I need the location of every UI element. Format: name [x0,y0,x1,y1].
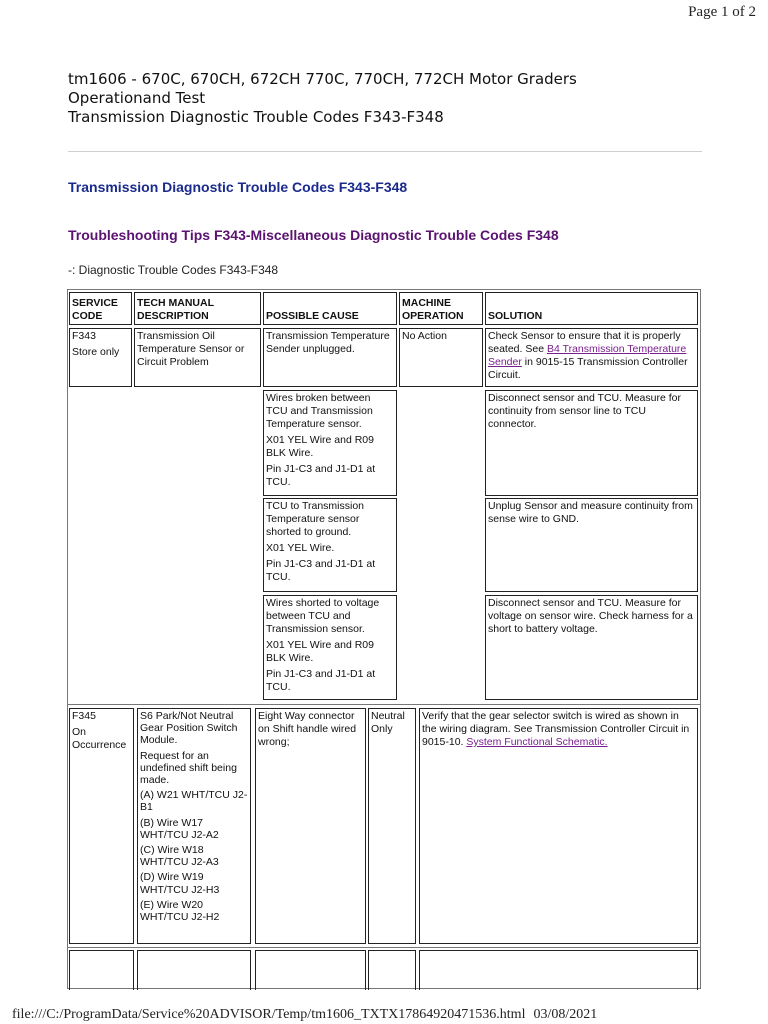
title-line-1: tm1606 - 670C, 670CH, 672CH 770C, 770CH, 772CH Motor Graders [68,70,577,88]
page-number: Page 1 of 2 [688,4,756,20]
f343-service-code: F343 Store only [69,328,132,387]
table-caption: -: Diagnostic Trouble Codes F343-F348 [68,263,279,277]
f343-solution-2: Disconnect sensor and TCU. Measure for continuity from sensor line to TCU connector. [485,390,698,496]
document-title [68,70,728,127]
section-heading: Transmission Diagnostic Trouble Codes F343-F348 [68,179,408,195]
f343-solution-4: Disconnect sensor and TCU. Measure for voltage on sensor wire. Check harness for a short to battery voltage. [485,595,698,700]
next-row-cause [255,950,366,990]
f345-description: S6 Park/Not Neutral Gear Position Switch Module. Request for an undefined shift being made. (A) W21 WHT/TCU J2-B1 (B) Wire W17 WHT/TCU J2-A2 (C) Wire W18 WHT/TCU J2-A3 (D) Wire W19 WHT/TCU J2-H3 (E) Wire W20 WHT/TCU J2-H2 [137,708,251,944]
link-b4-temperature-sender[interactable]: B4 Transmission Temperature Sender [488,343,687,368]
divider [68,151,702,152]
footer-file-path: file:///C:/ProgramData/Service%20ADVISOR/Temp/tm1606_TXTX17864920471536.html [12,1007,526,1022]
f345-solution: Verify that the gear selector switch is wired as shown in the wiring diagram. See Transmission Controller Circuit in 9015-10. System Functional Schematic. [419,708,698,944]
f343-cause-1: Transmission Temperature Sender unplugged. [263,328,397,387]
f343-description: Transmission Oil Temperature Sensor or Circuit Problem [134,328,261,387]
next-row-solution [419,950,698,990]
f345-service-code: F345 On Occurrence [69,708,134,944]
f343-cause-3: TCU to Transmission Temperature sensor shorted to ground. X01 YEL Wire. Pin J1-C3 and J1-D1 at TCU. [263,498,397,592]
f343-solution-1: Check Sensor to ensure that it is properly seated. See B4 Transmission Temperature Sender in 9015-15 Transmission Controller Circuit. [485,328,698,387]
next-row-service-code [69,950,134,990]
header-tech-manual: TECH MANUAL DESCRIPTION [134,292,261,325]
f343-solution-3: Unplug Sensor and measure continuity from sense wire to GND. [485,498,698,592]
f343-cause-4: Wires shorted to voltage between TCU and Transmission sensor. X01 YEL Wire and R09 BLK Wire. Pin J1-C3 and J1-D1 at TCU. [263,595,397,700]
f343-cause-2: Wires broken between TCU and Transmission Temperature sensor. X01 YEL Wire and R09 BLK Wire. Pin J1-C3 and J1-D1 at TCU. [263,390,397,496]
header-machine-operation: MACHINE OPERATION [399,292,483,325]
f345-machine-operation: Neutral Only [368,708,416,944]
footer-date: 03/08/2021 [533,1007,598,1022]
next-row-description [137,950,251,990]
header-service-code: SERVICE CODE [69,292,132,325]
subsection-heading: Troubleshooting Tips F343-Miscellaneous Diagnostic Trouble Codes F348 [68,227,559,243]
header-possible-cause: POSSIBLE CAUSE [263,292,397,325]
f345-possible-cause: Eight Way connector on Shift handle wired wrong; [255,708,366,944]
next-row-machine-operation [368,950,416,990]
title-line-3: Transmission Diagnostic Trouble Codes F343-F348 [68,108,444,126]
link-system-functional-schematic[interactable]: System Functional Schematic. [466,736,608,748]
header-solution: SOLUTION [485,292,698,325]
f343-machine-operation: No Action [399,328,483,387]
title-line-2: Operationand Test [68,89,206,107]
page-footer [12,1007,597,1023]
